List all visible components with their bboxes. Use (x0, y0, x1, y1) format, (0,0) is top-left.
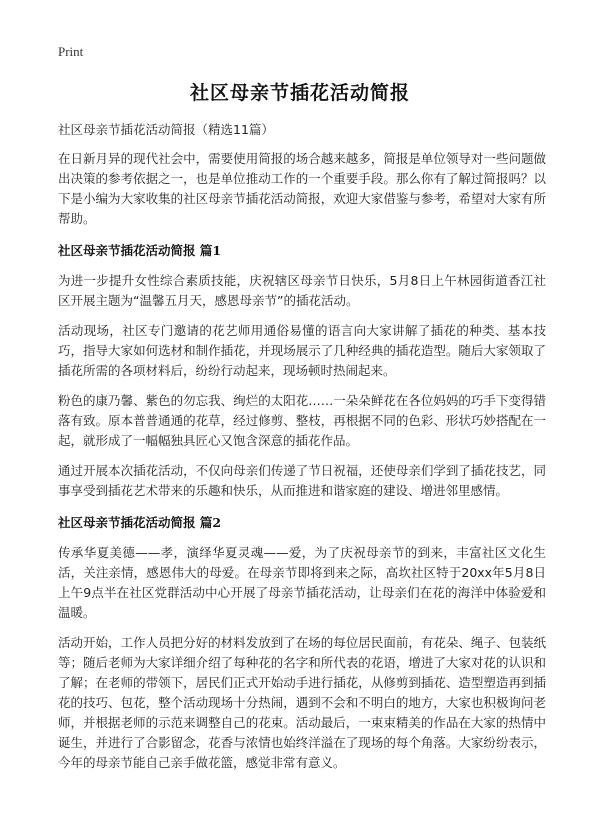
article-subtitle: 社区母亲节插花活动简报（精选11篇） (58, 122, 274, 137)
page-title: 社区母亲节插花活动简报 (189, 82, 410, 104)
section-1-paragraph-2: 活动现场，社区专门邀请的花艺师用通俗易懂的语言向大家讲解了插花的种类、基本技巧，指导大家如何选材和制作插花，并现场展示了几种经典的插花造型。随后大家领取了插花所需的各项材料后，纷纷行动起来，现场顿时热闹起来。 (58, 323, 546, 378)
section-1-paragraph-3: 粉色的康乃馨、紫色的勿忘我、绚烂的太阳花……一朵朵鲜花在各位妈妈的巧手下变得错落有致。原本普普通通的花草，经过修剪、整枝，再根据不同的色彩、形状巧妙搭配在一起，就形成了一幅幅独具匠心又饱含深意的插花作品。 (58, 393, 546, 448)
section-2-paragraph-1: 传承华夏美德——孝，演绎华夏灵魂——爱，为了庆祝母亲节的到来，丰富社区文化生活，关注亲情，感恩伟大的母爱。在母亲节即将到来之际，高坎社区特于20xx年5月8日上午9点半在社区党群活动中心开展了母亲节插花活动，让母亲们在花的海洋中体验爱和温暖。 (58, 545, 546, 620)
article-body (58, 120, 546, 783)
print-link[interactable]: Print (58, 44, 84, 59)
section-1-paragraph-4: 通过开展本次插花活动，不仅向母亲们传递了节日祝福，还使母亲们学到了插花技艺，同事享受到插花艺术带来的乐趣和快乐，从而推进和谐家庭的建设、增进邻里感情。 (58, 463, 546, 498)
intro-paragraph: 在日新月异的现代社会中，需要使用简报的场合越来越多，简报是单位领导对一些问题做出决策的参考依据之一，也是单位推动工作的一个重要手段。那么你有了解过简报吗？以下是小编为大家收集的社区母亲节插花活动简报，欢迎大家借鉴与参考，希望对大家有所帮助。 (58, 151, 546, 226)
section-1-paragraph-1: 为进一步提升女性综合素质技能，庆祝辖区母亲节日快乐，5月8日上午林园街道香江社区开展主题为“温馨五月天，感恩母亲节”的插花活动。 (58, 273, 546, 308)
section-heading-2: 社区母亲节插花活动简报 篇2 (58, 515, 222, 530)
section-2-paragraph-2: 活动开始，工作人员把分好的材料发放到了在场的每位居民面前，有花朵、绳子、包装纸等；随后老师为大家详细介绍了每种花的名字和所代表的花语，增进了大家对花的认识和了解；在老师的带领下，居民们正式开始动手进行插花，从修剪到插花、造型塑造再到插花的技巧、包花，整个活动现场十分热闹，遇到不会和不明白的地方，大家也积极询问老师，并根据老师的示范来调整自己的花束。活动最后，一束束精美的作品在大家的热情中诞生，并进行了合影留念，花香与浓情也始终洋溢在了现场的每个角落。大家纷纷表示，今年的母亲节能自己亲手做花篮，感觉非常有意义。 (58, 635, 546, 770)
section-heading-1: 社区母亲节插花活动简报 篇1 (58, 243, 222, 258)
